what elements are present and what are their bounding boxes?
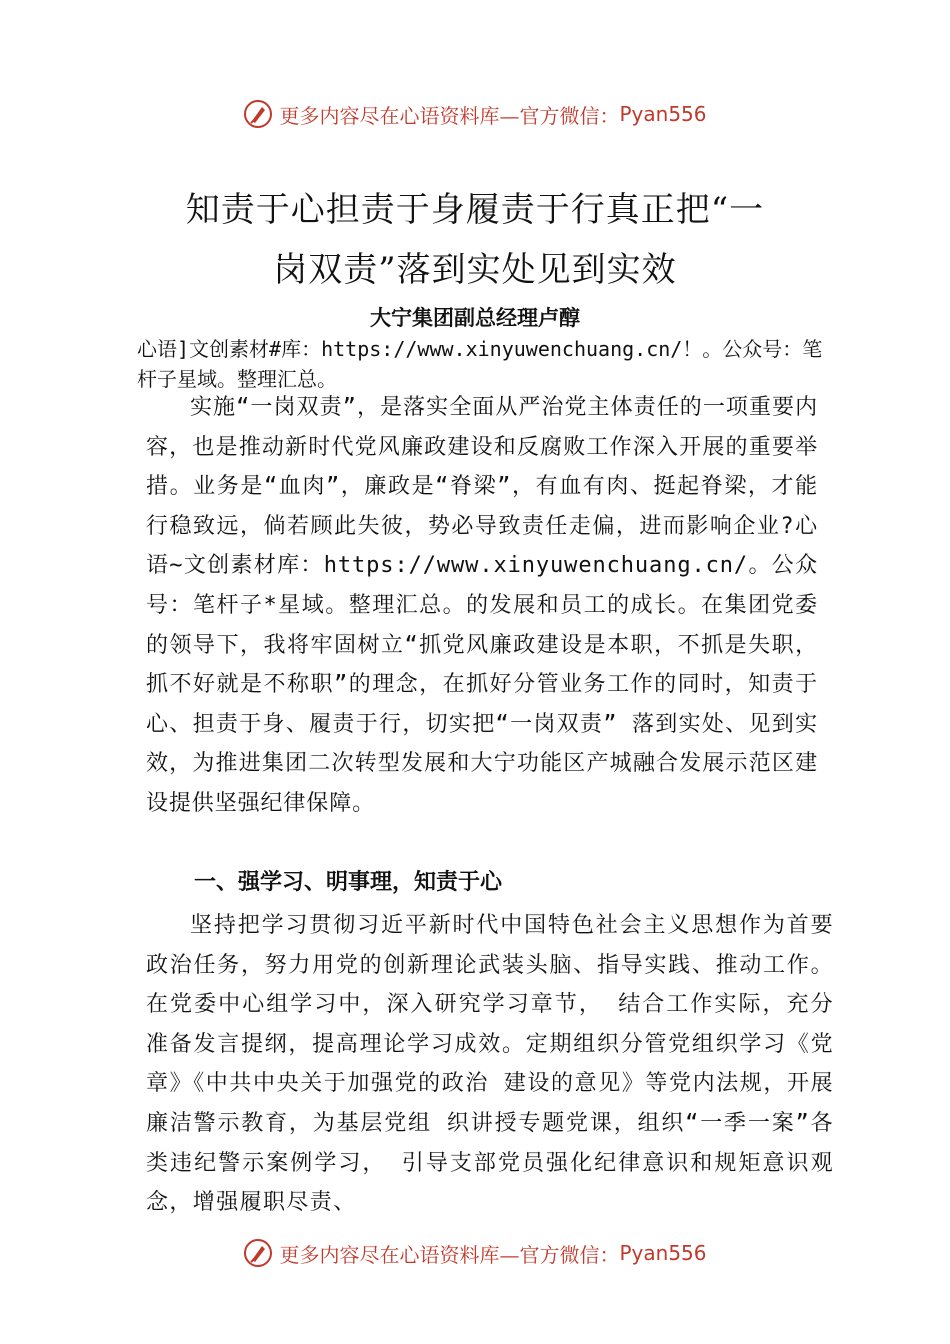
footer-watermark-banner	[0, 1233, 950, 1273]
document-title-line-2: 岗双责”落到实处见到实效	[273, 250, 677, 290]
pen-nib-logo-icon	[243, 99, 273, 129]
banner-wechat-id: Pyan556	[619, 1241, 707, 1265]
document-title-line-1: 知责于心担责于身履责于行真正把“一	[185, 190, 765, 230]
banner-text: 更多内容尽在心语资料库—官方微信：	[279, 103, 620, 128]
banner-text: 更多内容尽在心语资料库—官方微信：	[279, 1242, 620, 1267]
source-note: 心语]文创素材#库：https://www.xinyuwenchuang.cn/！。公众号：笔杆子星域。整理汇总。	[137, 337, 823, 391]
header-watermark-banner	[0, 94, 950, 134]
banner-wechat-id: Pyan556	[619, 102, 707, 126]
pen-nib-logo-icon	[243, 1238, 273, 1268]
body-paragraph-2: 坚持把学习贯彻习近平新时代中国特色社会主义思想作为首要政治任务，努力用党的创新理论武装头脑、指导实践、推动工作。在党委中心组学习中，深入研究学习章节， 结合工作实际，充分准备发言提纲，提高理论学习成效。定期组织分管党组织学习《党章》《中共中央关于加强党的政治 建设的意见》等党内法规，开展廉洁警示教育，为基层党组 织讲授专题党课，组织“一季一案”各类违纪警示案例学习， 引导支部党员强化纪律意识和规矩意识观念，增强履职尽责、	[146, 913, 834, 1216]
document-author: 大宁集团副总经理卢醇	[370, 306, 580, 330]
body-paragraph-1: 实施“一岗双责”，是落实全面从严治党主体责任的一项重要内容，也是推动新时代党风廉政建设和反腐败工作深入开展的重要举措。业务是“血肉”，廉政是“脊梁”，有血有肉、挺起脊梁，才能行稳致远，倘若顾此失彼，势必导致责任走偏，进而影响企业?心语~文创素材库：https://www.xinyuwenchuang.cn/。公众号：笔杆子*星域。整理汇总。的发展和员工的成长。在集团党委的领导下，我将牢固树立“抓党风廉政建设是本职，不抓是失职，抓不好就是不称职”的理念，在抓好分管业务工作的同时，知责于心、担责于身、履责于行，切实把“一岗双责” 落到实处、见到实效，为推进集团二次转型发展和大宁功能区产城融合发展示范区建设提供坚强纪律保障。	[146, 395, 818, 816]
section-heading-1: 一、强学习、明事理，知责于心	[194, 870, 503, 895]
